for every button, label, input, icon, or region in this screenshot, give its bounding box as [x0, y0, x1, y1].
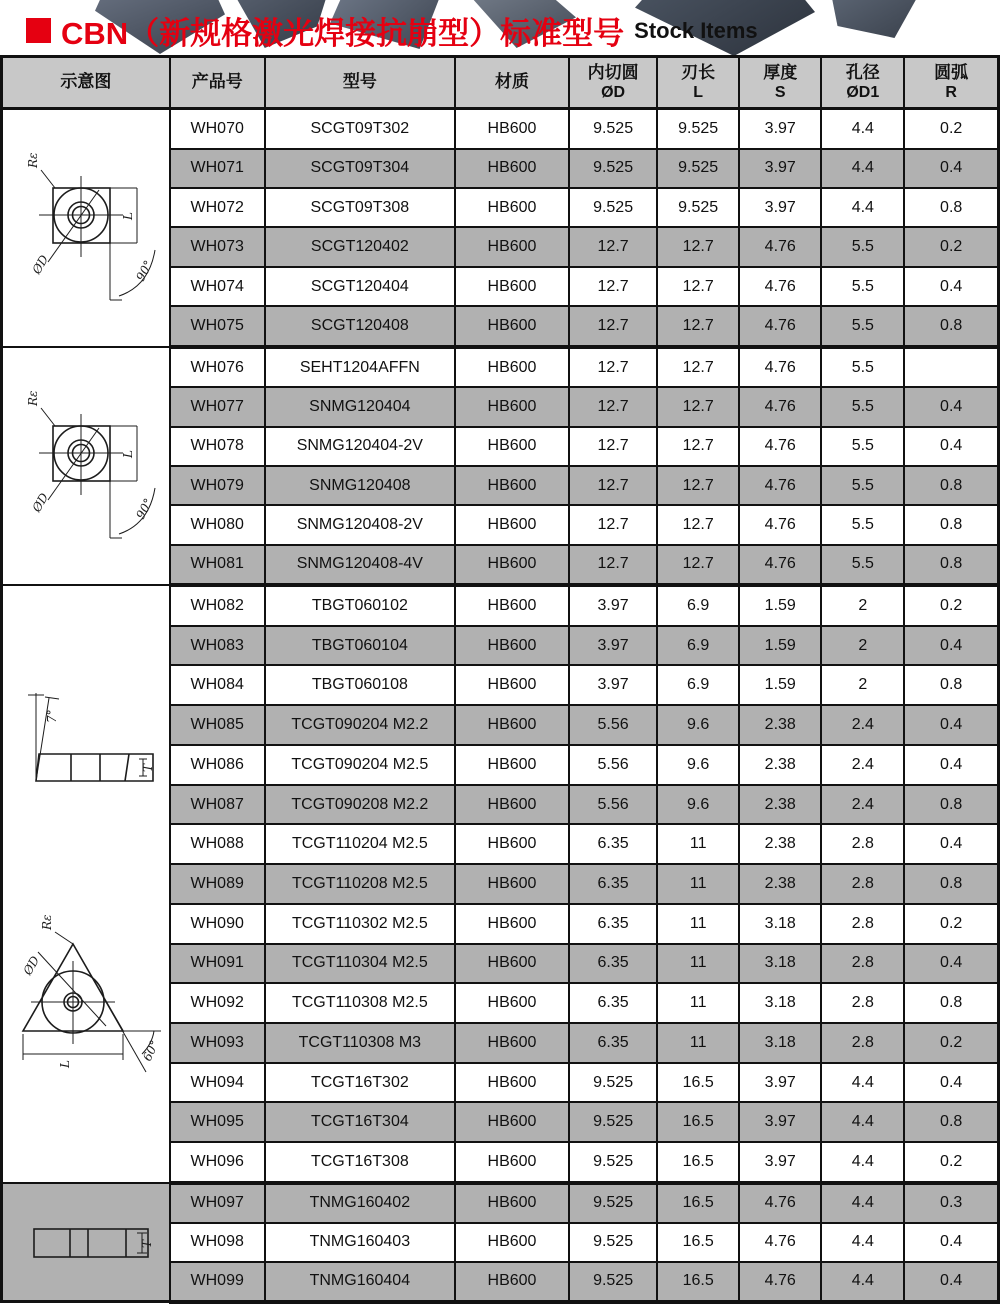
inscribed-circle-cell: 6.35 — [569, 944, 657, 984]
thickness-cell: 2.38 — [739, 745, 821, 785]
product-no-cell: WH074 — [170, 267, 265, 306]
edge-length-cell: 11 — [657, 944, 739, 984]
hole-dia-cell: 4.4 — [821, 1142, 904, 1183]
hole-dia-cell: 2 — [821, 626, 904, 666]
hole-dia-cell: 4.4 — [821, 1223, 904, 1262]
thickness-cell: 4.76 — [739, 466, 821, 505]
thickness-cell: 2.38 — [739, 824, 821, 864]
inscribed-circle-cell: 6.35 — [569, 824, 657, 864]
thickness-cell: 3.18 — [739, 944, 821, 984]
header-row — [2, 57, 999, 109]
table-row — [2, 347, 999, 387]
radius-cell: 0.2 — [904, 1023, 998, 1063]
inscribed-circle-cell: 9.525 — [569, 1262, 657, 1302]
table-row — [2, 585, 999, 626]
edge-length-cell: 16.5 — [657, 1183, 739, 1223]
product-no-cell: WH080 — [170, 505, 265, 544]
inscribed-circle-cell: 9.525 — [569, 188, 657, 227]
hole-dia-cell: 2.8 — [821, 1023, 904, 1063]
material-cell: HB600 — [455, 545, 569, 585]
product-no-cell: WH092 — [170, 983, 265, 1023]
thickness-cell: 3.97 — [739, 1102, 821, 1142]
material-cell: HB600 — [455, 944, 569, 984]
inscribed-circle-cell: 12.7 — [569, 466, 657, 505]
hole-dia-cell: 5.5 — [821, 466, 904, 505]
thickness-cell: 1.59 — [739, 665, 821, 705]
model-cell: TNMG160403 — [265, 1223, 455, 1262]
hole-dia-cell: 2.4 — [821, 705, 904, 745]
hole-dia-cell: 2 — [821, 585, 904, 626]
model-cell: SNMG120404-2V — [265, 427, 455, 466]
radius-cell: 0.4 — [904, 1262, 998, 1302]
radius-cell: 0.8 — [904, 545, 998, 585]
inscribed-circle-cell: 12.7 — [569, 427, 657, 466]
hole-dia-cell: 2.4 — [821, 785, 904, 825]
thickness-cell: 4.76 — [739, 505, 821, 544]
page-title — [26, 8, 758, 53]
product-no-cell: WH094 — [170, 1063, 265, 1103]
side-view-7deg — [28, 693, 155, 781]
material-cell: HB600 — [455, 904, 569, 944]
edge-length-cell: 12.7 — [657, 387, 739, 426]
inscribed-circle-cell: 12.7 — [569, 545, 657, 585]
thickness-cell: 2.38 — [739, 785, 821, 825]
inscribed-circle-cell: 3.97 — [569, 585, 657, 626]
title-bar — [0, 0, 1000, 55]
model-cell: SNMG120408-4V — [265, 545, 455, 585]
inscribed-circle-cell: 5.56 — [569, 745, 657, 785]
radius-cell: 0.4 — [904, 745, 998, 785]
radius-cell: 0.4 — [904, 149, 998, 188]
hole-dia-cell: 4.4 — [821, 1102, 904, 1142]
flat-strip-diagram — [3, 1184, 169, 1300]
edge-length-cell: 9.6 — [657, 785, 739, 825]
header-hole-dia: 孔径 ØD1 — [821, 57, 904, 109]
edge-length-cell: 11 — [657, 983, 739, 1023]
diagram-cell — [2, 347, 170, 585]
edge-length-cell: 12.7 — [657, 427, 739, 466]
model-cell: TBGT060104 — [265, 626, 455, 666]
radius-cell: 0.2 — [904, 1142, 998, 1183]
hole-dia-cell: 5.5 — [821, 427, 904, 466]
radius-cell: 0.8 — [904, 188, 998, 227]
inscribed-circle-cell: 12.7 — [569, 306, 657, 347]
thickness-cell: 1.59 — [739, 626, 821, 666]
model-cell: SNMG120408 — [265, 466, 455, 505]
product-no-cell: WH070 — [170, 109, 265, 149]
thickness-cell: 3.18 — [739, 904, 821, 944]
material-cell: HB600 — [455, 267, 569, 306]
inscribed-circle-cell: 9.525 — [569, 149, 657, 188]
table-row — [2, 1183, 999, 1223]
angle-label: 90° — [133, 496, 156, 522]
thickness-cell: 4.76 — [739, 545, 821, 585]
edge-length-cell: 6.9 — [657, 665, 739, 705]
hole-dia-cell: 2.4 — [821, 745, 904, 785]
model-cell: SCGT09T304 — [265, 149, 455, 188]
model-cell: TNMG160402 — [265, 1183, 455, 1223]
product-no-cell: WH090 — [170, 904, 265, 944]
model-cell: SCGT120404 — [265, 267, 455, 306]
table-row — [2, 109, 999, 149]
product-no-cell: WH077 — [170, 387, 265, 426]
product-no-cell: WH076 — [170, 347, 265, 387]
material-cell: HB600 — [455, 306, 569, 347]
product-no-cell: WH096 — [170, 1142, 265, 1183]
edge-length-cell: 16.5 — [657, 1063, 739, 1103]
hole-dia-cell: 5.5 — [821, 387, 904, 426]
edge-length-cell: 11 — [657, 1023, 739, 1063]
product-no-cell: WH085 — [170, 705, 265, 745]
radius-cell: 0.8 — [904, 466, 998, 505]
model-cell: SNMG120408-2V — [265, 505, 455, 544]
d-label: ØD — [20, 953, 43, 978]
radius-cell: 0.4 — [904, 1223, 998, 1262]
header-diagram: 示意图 — [2, 57, 170, 109]
material-cell: HB600 — [455, 149, 569, 188]
product-no-cell: WH091 — [170, 944, 265, 984]
radius-cell: 0.3 — [904, 1183, 998, 1223]
inscribed-circle-cell: 12.7 — [569, 347, 657, 387]
material-cell: HB600 — [455, 188, 569, 227]
thickness-cell: 3.97 — [739, 188, 821, 227]
radius-cell: 0.4 — [904, 387, 998, 426]
thickness-cell: 4.76 — [739, 1183, 821, 1223]
product-no-cell: WH097 — [170, 1183, 265, 1223]
model-cell: TCGT110302 M2.5 — [265, 904, 455, 944]
hole-dia-cell: 5.5 — [821, 227, 904, 266]
thickness-cell: 1.59 — [739, 585, 821, 626]
radius-cell: 0.8 — [904, 665, 998, 705]
hole-dia-cell: 2.8 — [821, 824, 904, 864]
inscribed-circle-cell: 9.525 — [569, 1223, 657, 1262]
model-cell: TCGT090204 M2.5 — [265, 745, 455, 785]
edge-length-cell: 9.6 — [657, 705, 739, 745]
model-cell: SCGT120408 — [265, 306, 455, 347]
hole-dia-cell: 5.5 — [821, 347, 904, 387]
edge-length-cell: 11 — [657, 864, 739, 904]
product-no-cell: WH098 — [170, 1223, 265, 1262]
model-cell: TCGT110208 M2.5 — [265, 864, 455, 904]
edge-length-cell: 12.7 — [657, 466, 739, 505]
model-cell: TCGT110308 M3 — [265, 1023, 455, 1063]
re-label: Rε — [26, 152, 40, 168]
model-cell: TCGT090208 M2.2 — [265, 785, 455, 825]
material-cell: HB600 — [455, 427, 569, 466]
header-product-no: 产品号 — [170, 57, 265, 109]
material-cell: HB600 — [455, 626, 569, 666]
radius-cell: 0.2 — [904, 227, 998, 266]
product-no-cell: WH075 — [170, 306, 265, 347]
material-cell: HB600 — [455, 1063, 569, 1103]
radius-cell — [904, 347, 998, 387]
product-no-cell: WH089 — [170, 864, 265, 904]
inscribed-circle-cell: 9.525 — [569, 109, 657, 149]
hole-dia-cell: 4.4 — [821, 1262, 904, 1302]
inscribed-circle-cell: 9.525 — [569, 1063, 657, 1103]
header-material: 材质 — [455, 57, 569, 109]
hole-dia-cell: 2.8 — [821, 944, 904, 984]
radius-cell: 0.4 — [904, 626, 998, 666]
hole-dia-cell: 4.4 — [821, 188, 904, 227]
product-no-cell: WH099 — [170, 1262, 265, 1302]
product-no-cell: WH088 — [170, 824, 265, 864]
model-cell: SEHT1204AFFN — [265, 347, 455, 387]
re-label: Rε — [40, 914, 54, 930]
edge-length-cell: 6.9 — [657, 626, 739, 666]
model-cell: SCGT09T308 — [265, 188, 455, 227]
thickness-cell: 3.18 — [739, 1023, 821, 1063]
hole-dia-cell: 5.5 — [821, 267, 904, 306]
inscribed-circle-cell: 12.7 — [569, 505, 657, 544]
inscribed-circle-cell: 6.35 — [569, 1023, 657, 1063]
model-cell: TCGT16T308 — [265, 1142, 455, 1183]
radius-cell: 0.8 — [904, 505, 998, 544]
header-inscribed-circle: 内切圆 ØD — [569, 57, 657, 109]
radius-cell: 0.8 — [904, 983, 998, 1023]
edge-length-cell: 16.5 — [657, 1223, 739, 1262]
thickness-cell: 3.97 — [739, 149, 821, 188]
model-cell: SCGT09T302 — [265, 109, 455, 149]
edge-length-cell: 11 — [657, 824, 739, 864]
radius-cell: 0.8 — [904, 1102, 998, 1142]
d-label: ØD — [29, 252, 52, 277]
edge-length-cell: 9.525 — [657, 149, 739, 188]
material-cell: HB600 — [455, 1102, 569, 1142]
product-no-cell: WH078 — [170, 427, 265, 466]
thickness-cell: 4.76 — [739, 1262, 821, 1302]
thickness-cell: 3.97 — [739, 1142, 821, 1183]
radius-cell: 0.2 — [904, 585, 998, 626]
material-cell: HB600 — [455, 109, 569, 149]
header-model: 型号 — [265, 57, 455, 109]
material-cell: HB600 — [455, 387, 569, 426]
edge-length-cell: 16.5 — [657, 1102, 739, 1142]
inscribed-circle-cell: 6.35 — [569, 904, 657, 944]
product-no-cell: WH071 — [170, 149, 265, 188]
hole-dia-cell: 2.8 — [821, 983, 904, 1023]
square-insert-diagram — [3, 110, 169, 346]
radius-cell: 0.4 — [904, 944, 998, 984]
t-label: T — [140, 1239, 154, 1248]
thickness-cell: 2.38 — [739, 705, 821, 745]
material-cell: HB600 — [455, 227, 569, 266]
t-label: T — [141, 763, 155, 772]
thickness-cell: 4.76 — [739, 227, 821, 266]
material-cell: HB600 — [455, 983, 569, 1023]
insert-photo — [828, 0, 923, 38]
radius-cell: 0.8 — [904, 864, 998, 904]
inscribed-circle-cell: 9.525 — [569, 1102, 657, 1142]
edge-length-cell: 11 — [657, 904, 739, 944]
model-cell: SCGT120402 — [265, 227, 455, 266]
angle-label: 90° — [133, 258, 156, 284]
thickness-cell: 3.97 — [739, 1063, 821, 1103]
triangle-view — [20, 915, 162, 1072]
radius-cell: 0.8 — [904, 785, 998, 825]
edge-length-cell: 12.7 — [657, 347, 739, 387]
inscribed-circle-cell: 12.7 — [569, 387, 657, 426]
edge-length-cell: 6.9 — [657, 585, 739, 626]
square-insert-diagram — [3, 348, 169, 584]
inscribed-circle-cell: 6.35 — [569, 864, 657, 904]
radius-cell: 0.4 — [904, 705, 998, 745]
diagram-cell — [2, 1183, 170, 1302]
thickness-cell: 4.76 — [739, 267, 821, 306]
model-cell: TCGT16T304 — [265, 1102, 455, 1142]
radius-cell: 0.4 — [904, 267, 998, 306]
l-label: L — [58, 1060, 72, 1068]
l-label: L — [121, 450, 135, 458]
edge-length-cell: 16.5 — [657, 1142, 739, 1183]
inscribed-circle-cell: 9.525 — [569, 1183, 657, 1223]
thickness-cell: 3.18 — [739, 983, 821, 1023]
radius-cell: 0.2 — [904, 904, 998, 944]
product-no-cell: WH084 — [170, 665, 265, 705]
hole-dia-cell: 5.5 — [821, 505, 904, 544]
table-header — [2, 57, 999, 109]
radius-cell: 0.2 — [904, 109, 998, 149]
thickness-cell: 4.76 — [739, 306, 821, 347]
product-no-cell: WH087 — [170, 785, 265, 825]
material-cell: HB600 — [455, 1142, 569, 1183]
page-title-suffix: Stock Items — [634, 17, 758, 43]
material-cell: HB600 — [455, 785, 569, 825]
model-cell: TBGT060102 — [265, 585, 455, 626]
d-label: ØD — [29, 490, 52, 515]
hole-dia-cell: 2.8 — [821, 864, 904, 904]
thickness-cell: 4.76 — [739, 1223, 821, 1262]
inscribed-circle-cell: 9.525 — [569, 1142, 657, 1183]
thickness-cell: 3.97 — [739, 109, 821, 149]
product-no-cell: WH082 — [170, 585, 265, 626]
l-label: L — [121, 212, 135, 220]
red-square-icon — [26, 18, 51, 43]
triangle-insert-diagram — [3, 586, 169, 1182]
hole-dia-cell: 2 — [821, 665, 904, 705]
model-cell: TNMG160404 — [265, 1262, 455, 1302]
edge-length-cell: 9.525 — [657, 188, 739, 227]
inscribed-circle-cell: 3.97 — [569, 626, 657, 666]
thickness-cell: 4.76 — [739, 427, 821, 466]
inscribed-circle-cell: 3.97 — [569, 665, 657, 705]
material-cell: HB600 — [455, 1262, 569, 1302]
hole-dia-cell: 5.5 — [821, 306, 904, 347]
hole-dia-cell: 2.8 — [821, 904, 904, 944]
product-no-cell: WH073 — [170, 227, 265, 266]
inscribed-circle-cell: 12.7 — [569, 267, 657, 306]
model-cell: TCGT110304 M2.5 — [265, 944, 455, 984]
product-no-cell: WH093 — [170, 1023, 265, 1063]
material-cell: HB600 — [455, 1023, 569, 1063]
product-no-cell: WH095 — [170, 1102, 265, 1142]
model-cell: SNMG120404 — [265, 387, 455, 426]
product-no-cell: WH081 — [170, 545, 265, 585]
product-no-cell: WH072 — [170, 188, 265, 227]
hole-dia-cell: 4.4 — [821, 1063, 904, 1103]
table-body — [2, 109, 999, 1302]
thickness-cell: 4.76 — [739, 347, 821, 387]
material-cell: HB600 — [455, 1183, 569, 1223]
edge-length-cell: 12.7 — [657, 505, 739, 544]
radius-cell: 0.4 — [904, 427, 998, 466]
material-cell: HB600 — [455, 824, 569, 864]
material-cell: HB600 — [455, 745, 569, 785]
edge-length-cell: 9.6 — [657, 745, 739, 785]
edge-length-cell: 12.7 — [657, 306, 739, 347]
thickness-cell: 4.76 — [739, 387, 821, 426]
spec-table — [0, 55, 1000, 1304]
diagram-cell — [2, 585, 170, 1183]
inscribed-circle-cell: 5.56 — [569, 705, 657, 745]
edge-length-cell: 12.7 — [657, 227, 739, 266]
radius-cell: 0.4 — [904, 1063, 998, 1103]
header-thickness: 厚度 S — [739, 57, 821, 109]
edge-length-cell: 12.7 — [657, 545, 739, 585]
model-cell: TCGT090204 M2.2 — [265, 705, 455, 745]
material-cell: HB600 — [455, 466, 569, 505]
material-cell: HB600 — [455, 585, 569, 626]
angle7-label: 7° — [45, 709, 59, 723]
product-no-cell: WH083 — [170, 626, 265, 666]
hole-dia-cell: 4.4 — [821, 1183, 904, 1223]
thickness-cell: 2.38 — [739, 864, 821, 904]
material-cell: HB600 — [455, 705, 569, 745]
hole-dia-cell: 5.5 — [821, 545, 904, 585]
radius-cell: 0.4 — [904, 824, 998, 864]
model-cell: TBGT060108 — [265, 665, 455, 705]
product-no-cell: WH086 — [170, 745, 265, 785]
header-edge-length: 刃长 L — [657, 57, 739, 109]
hole-dia-cell: 4.4 — [821, 149, 904, 188]
material-cell: HB600 — [455, 347, 569, 387]
product-no-cell: WH079 — [170, 466, 265, 505]
hole-dia-cell: 4.4 — [821, 109, 904, 149]
material-cell: HB600 — [455, 864, 569, 904]
diagram-cell — [2, 109, 170, 348]
page-title-text: CBN（新规格激光焊接抗崩型）标准型号 — [61, 16, 625, 51]
inscribed-circle-cell: 6.35 — [569, 983, 657, 1023]
edge-length-cell: 9.525 — [657, 109, 739, 149]
inscribed-circle-cell: 5.56 — [569, 785, 657, 825]
model-cell: TCGT16T302 — [265, 1063, 455, 1103]
radius-cell: 0.8 — [904, 306, 998, 347]
model-cell: TCGT110308 M2.5 — [265, 983, 455, 1023]
model-cell: TCGT110204 M2.5 — [265, 824, 455, 864]
re-label: Rε — [26, 390, 40, 406]
edge-length-cell: 12.7 — [657, 267, 739, 306]
header-corner-radius: 圆弧 R — [904, 57, 998, 109]
angle60-label: 60° — [140, 1038, 162, 1064]
inscribed-circle-cell: 12.7 — [569, 227, 657, 266]
edge-length-cell: 16.5 — [657, 1262, 739, 1302]
material-cell: HB600 — [455, 1223, 569, 1262]
material-cell: HB600 — [455, 505, 569, 544]
material-cell: HB600 — [455, 665, 569, 705]
